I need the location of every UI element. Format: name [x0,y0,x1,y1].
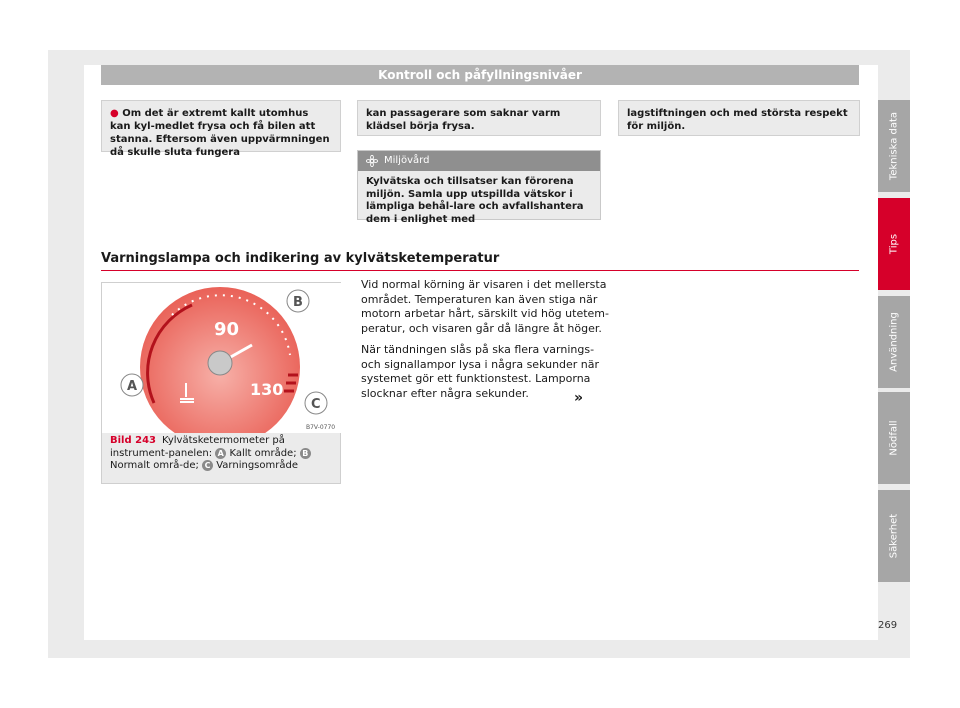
body-text [361,278,611,408]
warning-text-col2: kan passagerare som saknar varm klädsel börja frysa. [366,108,561,132]
environment-header [358,151,600,171]
bullet-icon: ● [110,108,119,119]
tab-label: Nödfall [888,420,900,456]
warning-box-col1 [101,100,341,158]
caption-marker-c: C [202,460,213,471]
tab-label: Användning [888,312,900,372]
gauge-value-90: 90 [214,319,240,340]
environment-box [357,150,601,225]
warning-text-col1: Om det är extremt kallt utomhus kan kyl-medlet frysa och få bilen att stanna. Eftersom även uppvärmningen då skulle sluta fungera [110,108,330,158]
tab-tekniska-data[interactable] [878,100,910,192]
coolant-gauge-illustration [102,283,342,433]
tab-label: Säkerhet [888,513,900,559]
warning-box-col2 [357,100,601,136]
section-title: Varningslampa och indikering av kylvätsketemperatur [101,251,859,271]
label-a: A [127,379,138,394]
tab-sakerhet[interactable] [878,490,910,582]
caption-text: Kylvätsketermometer på instrument-panelen: [110,435,285,459]
body-paragraph-1: Vid normal körning är visaren i det mellersta området. Temperaturen kan även stiga när motorn arbetar hårt, särskilt vid hög utetem-peratur, och visaren går då längre åt höger. [361,278,609,335]
leaf-icon [366,155,378,167]
environment-body: Kylvätska och tillsatser kan förorena miljön. Samla upp utspillda vätskor i lämpliga behål-lare och avfallshantera dem i enlighet med [366,176,584,225]
tab-nodfall[interactable] [878,392,910,484]
caption-text-b: Normalt områ-de; [110,460,199,471]
tab-anvandning[interactable] [878,296,910,388]
continue-icon: » [574,390,584,406]
environment-text-col3: lagstiftningen och med största respekt för miljön. [627,108,848,132]
caption-label: Bild 243 [110,435,156,446]
figure-caption [110,435,336,473]
tab-tips[interactable] [878,198,910,290]
environment-box-col3 [618,100,860,136]
needle-hub [208,351,232,375]
body-paragraph-2: När tändningen slås på ska flera varnings- och signallampor lysa i några sekunder när systemet gör ett funktionstest. Lamporna slocknar efter några sekunder. [361,343,600,400]
tab-label: Tekniska data [888,111,900,181]
caption-marker-b: B [300,448,311,459]
tab-label: Tips [888,233,900,255]
caption-text-c: Varningsområde [216,460,298,471]
label-c: C [311,397,321,412]
gauge-value-130: 130 [250,380,284,399]
environment-heading: Miljövård [384,155,430,166]
figure-code: B7V-0770 [306,424,336,431]
page-header: Kontroll och påfyllningsnivåer [101,65,859,85]
caption-text-a: Kallt område; [229,447,297,459]
caption-marker-a: A [215,448,226,459]
figure-243 [101,282,341,484]
page-number: 269 [878,620,898,631]
label-b: B [293,295,303,310]
